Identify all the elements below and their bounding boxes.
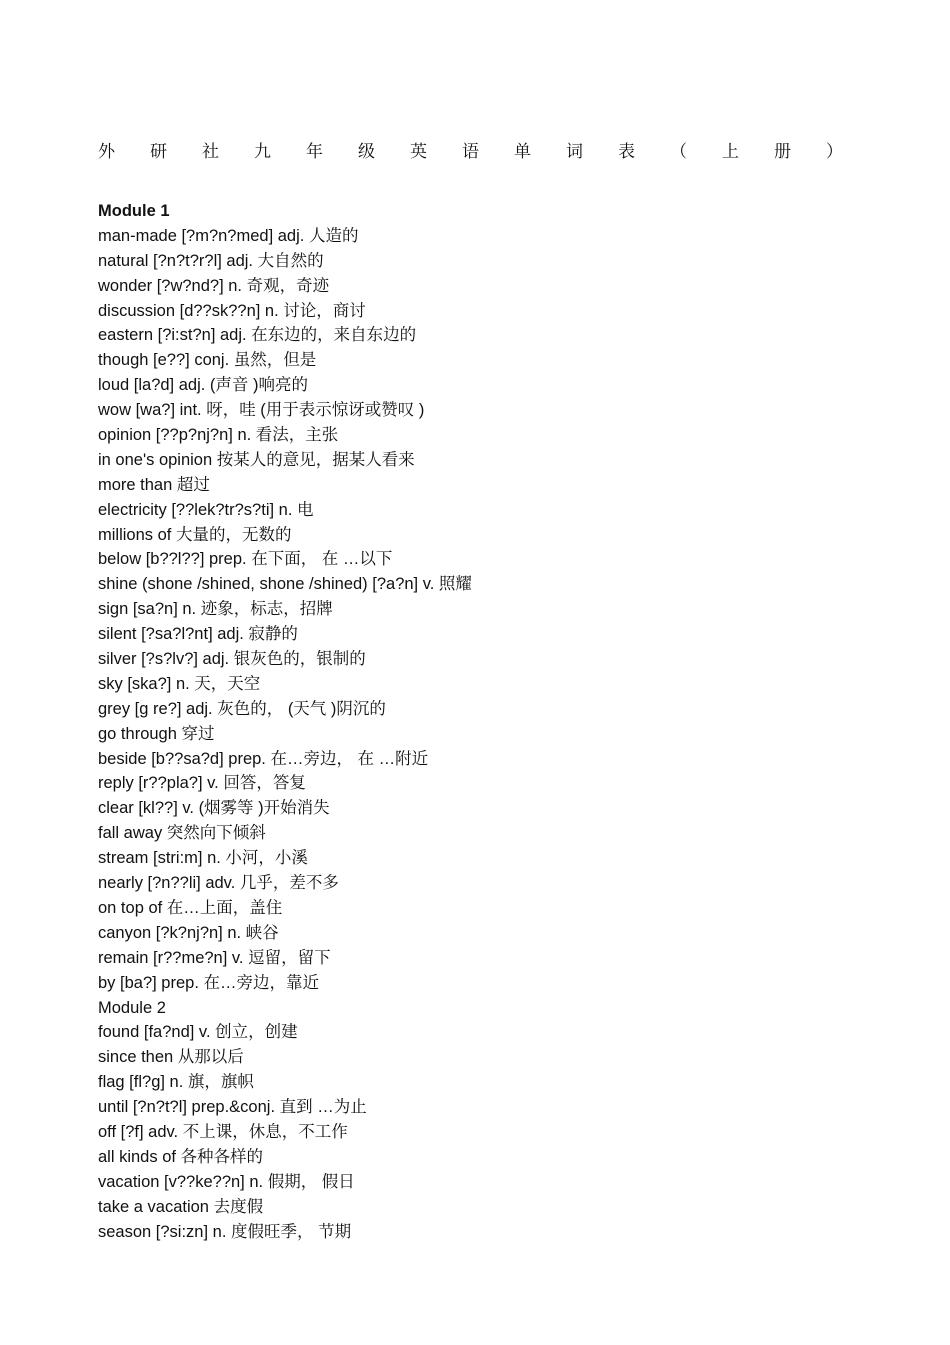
vocabulary-entry: man-made [?m?n?med] adj. 人造的 bbox=[98, 226, 359, 245]
vocabulary-entry: sky [ska?] n. 天，天空 bbox=[98, 674, 261, 693]
vocabulary-entry: season [?si:zn] n. 度假旺季， 节期 bbox=[98, 1222, 352, 1241]
vocabulary-entry: wonder [?w?nd?] n. 奇观，奇迹 bbox=[98, 276, 330, 295]
vocabulary-entry: below [b??l??] prep. 在下面， 在 …以下 bbox=[98, 550, 393, 569]
vocabulary-entry: nearly [?n??li] adv. 几乎，差不多 bbox=[98, 874, 339, 893]
vocabulary-entry: natural [?n?t?r?l] adj. 大自然的 bbox=[98, 251, 324, 270]
vocabulary-entry: sign [sa?n] n. 迹象，标志，招牌 bbox=[98, 600, 333, 619]
title-char: 级 bbox=[358, 141, 375, 162]
vocabulary-entry: by [ba?] prep. 在…旁边，靠近 bbox=[98, 973, 319, 992]
vocabulary-entry: eastern [?i:st?n] adj. 在东边的，来自东边的 bbox=[98, 326, 417, 345]
vocabulary-entry: Module 2 bbox=[98, 998, 166, 1017]
vocabulary-entry: shine (shone /shined, shone /shined) [?a?n] v. 照耀 bbox=[98, 575, 472, 594]
vocabulary-list bbox=[98, 199, 858, 1244]
title-char: 单 bbox=[514, 141, 531, 162]
title-char: 语 bbox=[462, 141, 479, 162]
vocabulary-entry: stream [stri:m] n. 小河，小溪 bbox=[98, 849, 308, 868]
vocabulary-entry: beside [b??sa?d] prep. 在…旁边， 在 …附近 bbox=[98, 749, 429, 768]
title-char: 册 bbox=[774, 141, 791, 162]
vocabulary-entry: in one's opinion 按某人的意见，据某人看来 bbox=[98, 450, 415, 469]
vocabulary-entry: fall away 突然向下倾斜 bbox=[98, 824, 266, 843]
title-char: 社 bbox=[202, 141, 219, 162]
vocabulary-entry: since then 从那以后 bbox=[98, 1048, 244, 1067]
vocabulary-entry: vacation [v??ke??n] n. 假期， 假日 bbox=[98, 1172, 355, 1191]
title-char: 英 bbox=[410, 141, 427, 162]
vocabulary-entry: loud [la?d] adj. (声音 )响亮的 bbox=[98, 376, 308, 395]
vocabulary-entry: discussion [d??sk??n] n. 讨论，商讨 bbox=[98, 301, 366, 320]
vocabulary-entry: go through 穿过 bbox=[98, 724, 215, 743]
vocabulary-entry: canyon [?k?nj?n] n. 峡谷 bbox=[98, 923, 279, 942]
vocabulary-entry: take a vacation 去度假 bbox=[98, 1197, 264, 1216]
vocabulary-entry: clear [kl??] v. (烟雾等 )开始消失 bbox=[98, 799, 330, 818]
title-char: 上 bbox=[722, 141, 739, 162]
title-char: 外 bbox=[98, 141, 115, 162]
title-char: ） bbox=[826, 141, 843, 162]
title-char: 九 bbox=[254, 141, 271, 162]
vocabulary-entry: on top of 在…上面，盖住 bbox=[98, 898, 283, 917]
vocabulary-entry: though [e??] conj. 虽然，但是 bbox=[98, 351, 317, 370]
title-char: 研 bbox=[150, 141, 167, 162]
title-char: 年 bbox=[306, 141, 323, 162]
vocabulary-entry: remain [r??me?n] v. 逗留，留下 bbox=[98, 948, 331, 967]
vocabulary-entry: grey [g re?] adj. 灰色的， (天气 )阴沉的 bbox=[98, 699, 386, 718]
title-char: （ bbox=[670, 141, 687, 162]
vocabulary-entry: until [?n?t?l] prep.&conj. 直到 …为止 bbox=[98, 1098, 367, 1117]
vocabulary-entry: silent [?sa?l?nt] adj. 寂静的 bbox=[98, 625, 298, 644]
vocabulary-entry: more than 超过 bbox=[98, 475, 210, 494]
vocabulary-entry: all kinds of 各种各样的 bbox=[98, 1147, 264, 1166]
vocabulary-entry: flag [fl?g] n. 旗，旗帜 bbox=[98, 1073, 254, 1092]
document-title bbox=[98, 136, 843, 162]
vocabulary-entry: off [?f] adv. 不上课，休息，不工作 bbox=[98, 1122, 348, 1141]
title-char: 词 bbox=[566, 141, 583, 162]
vocabulary-entry: reply [r??pla?] v. 回答，答复 bbox=[98, 774, 306, 793]
vocabulary-entry: opinion [??p?nj?n] n. 看法，主张 bbox=[98, 426, 339, 445]
title-char: 表 bbox=[618, 141, 635, 162]
vocabulary-entry: silver [?s?lv?] adj. 银灰色的，银制的 bbox=[98, 650, 366, 669]
vocabulary-entry: found [fa?nd] v. 创立，创建 bbox=[98, 1023, 298, 1042]
vocabulary-entry: millions of 大量的，无数的 bbox=[98, 525, 292, 544]
vocabulary-entry: wow [wa?] int. 呀，哇 (用于表示惊讶或赞叹 ) bbox=[98, 401, 425, 420]
module-heading: Module 1 bbox=[98, 202, 170, 220]
vocabulary-entry: electricity [??lek?tr?s?ti] n. 电 bbox=[98, 500, 314, 519]
